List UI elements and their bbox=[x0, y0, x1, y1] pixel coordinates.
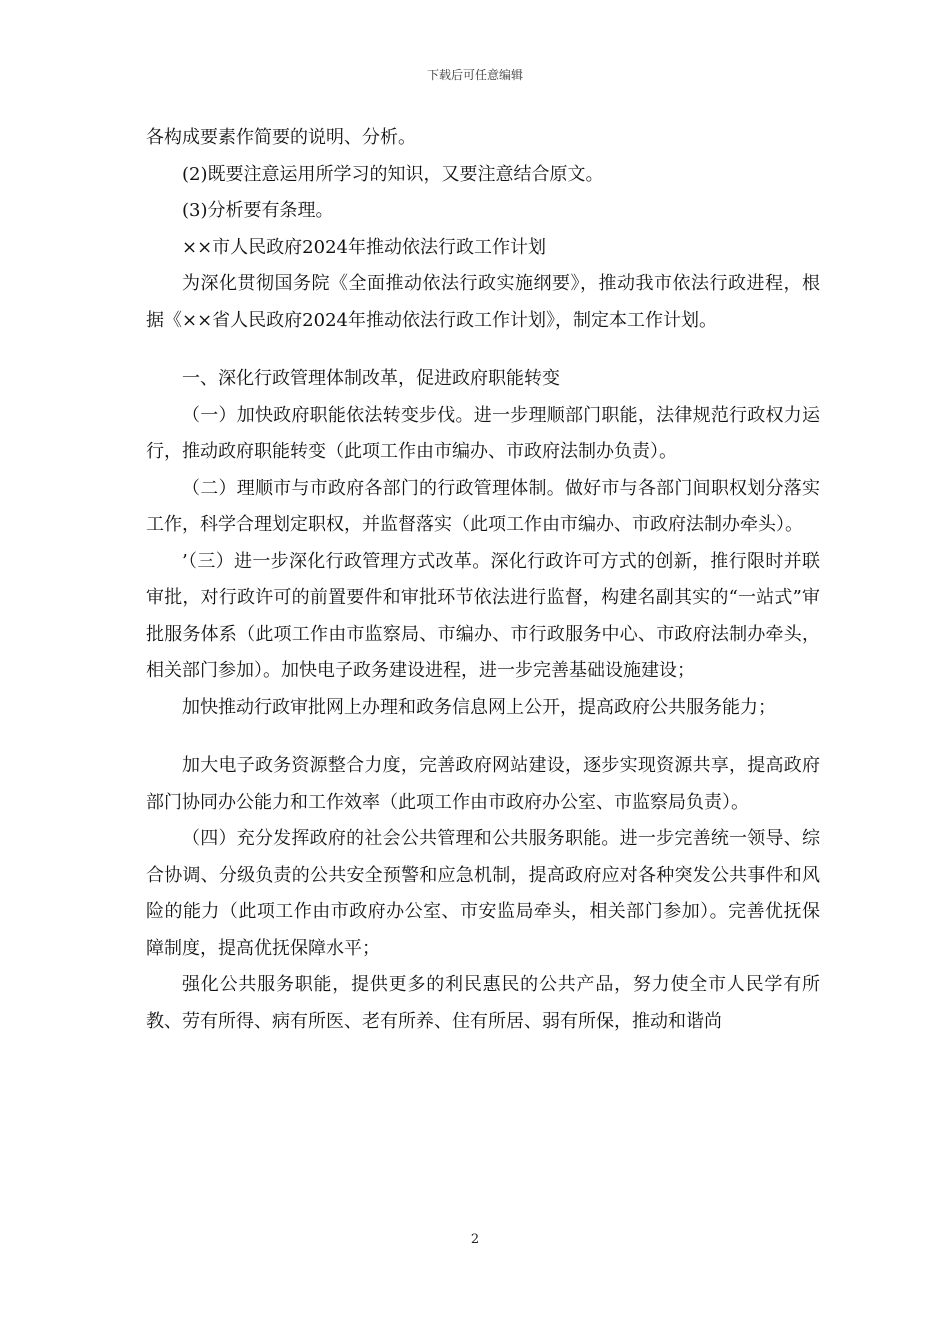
paragraph-point-3: (3)分析要有条理。 bbox=[182, 200, 334, 221]
document-body bbox=[146, 120, 820, 1040]
paragraph-intro: 为深化贯彻国务院《全面推动依法行政实施纲要》，推动我市依法行政进程，根据《××省人民政府2024年推动依法行政工作计划》，制定本工作计划。 bbox=[146, 273, 820, 331]
paragraph-public-service: 强化公共服务职能，提供更多的利民惠民的公共产品，努力使全市人民学有所教、劳有所得、病有所医、老有所养、住有所居、弱有所保，推动和谐尚 bbox=[146, 974, 820, 1032]
document-title: ××市人民政府2024年推动依法行政工作计划 bbox=[182, 236, 546, 258]
paragraph-item-1: （一）加快政府职能依法转变步伐。进一步理顺部门职能，法律规范行政权力运行，推动政府职能转变（此项工作由市编办、市政府法制办负责）。 bbox=[146, 404, 820, 462]
section-heading-1: 一、深化行政管理体制改革，促进政府职能转变 bbox=[182, 368, 560, 389]
paragraph-item-3: ’（三）进一步深化行政管理方式改革。深化行政许可方式的创新，推行限时并联审批，对行政许可的前置要件和审批环节依法进行监督，构建名副其实的“一站式”审批服务体系（此项工作由市监察局、市编办、市行政服务中心、市政府法制办牵头，相关部门参加）。加快电子政务建设进程，进一步完善基础设施建设； bbox=[146, 550, 820, 681]
paragraph-continued: 各构成要素作简要的说明、分析。 bbox=[146, 127, 416, 148]
paragraph-point-2: (2)既要注意运用所学习的知识，又要注意结合原文。 bbox=[182, 163, 604, 185]
paragraph-item-4: （四）充分发挥政府的社会公共管理和公共服务职能。进一步完善统一领导、综合协调、分级负责的公共安全预警和应急机制，提高政府应对各种突发公共事件和风险的能力（此项工作由市政府办公室、市安监局牵头，相关部门参加）。完善优抚保障制度，提高优抚保障水平； bbox=[146, 828, 820, 959]
paragraph-e-gov-2: 加大电子政务资源整合力度，完善政府网站建设，逐步实现资源共享，提高政府部门协同办公能力和工作效率（此项工作由市政府办公室、市监察局负责）。 bbox=[146, 755, 820, 813]
page-header: 下载后可任意编辑 bbox=[426, 68, 523, 82]
paragraph-item-2: （二）理顺市与市政府各部门的行政管理体制。做好市与各部门间职权划分落实工作，科学合理划定职权，并监督落实（此项工作由市编办、市政府法制办牵头）。 bbox=[146, 477, 820, 535]
page-number: 2 bbox=[470, 1232, 480, 1247]
paragraph-e-gov-1: 加快推动行政审批网上办理和政务信息网上公开，提高政府公共服务能力； bbox=[182, 696, 776, 718]
